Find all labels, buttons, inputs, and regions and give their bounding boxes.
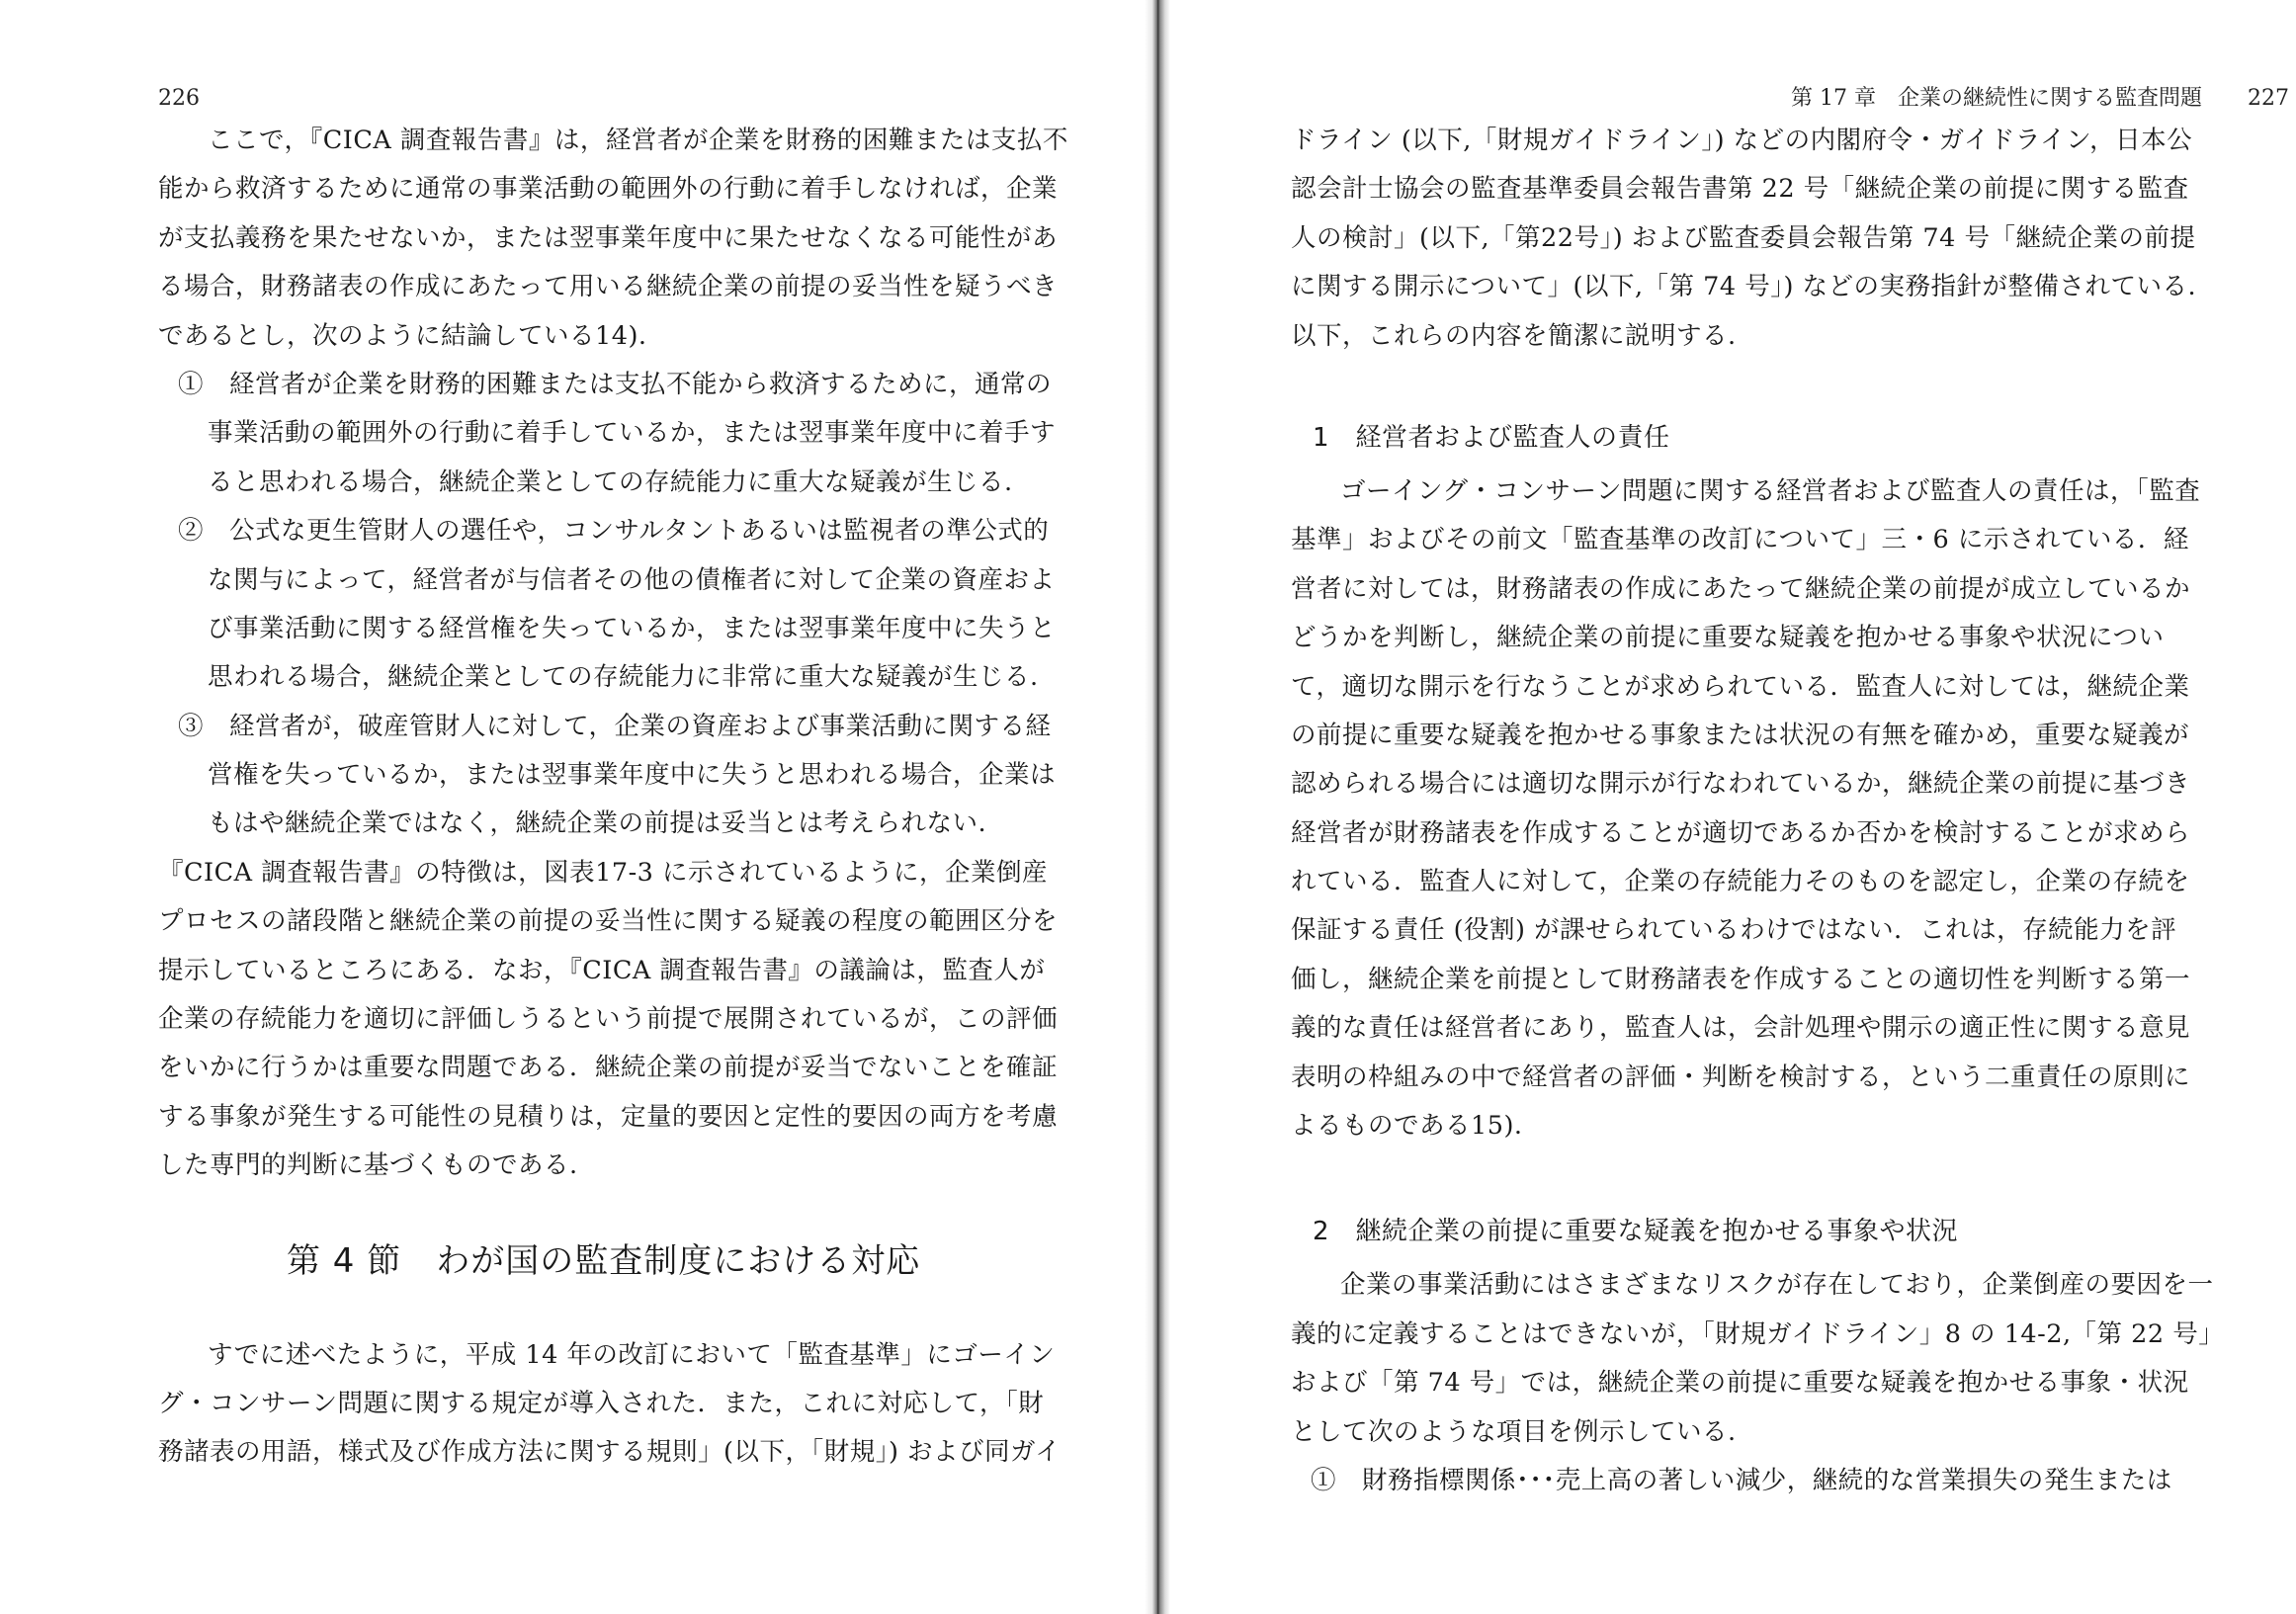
chapter-title: 第 17 章 企業の継続性に関する監査問題 [1791,86,2202,111]
text-line: した専門的判断に基づくものである. [158,1150,578,1181]
spacer [1291,1150,2289,1202]
list-item-line: 思われる場合，継続企業としての存続能力に非常に重大な疑義が生じる. [208,662,1039,693]
text-line: 義的な責任は経営者にあり，監査人は，会計処理や開示の適正性に関する意見 [1291,1013,2191,1044]
spacer [158,1191,1048,1213]
text-line: 認会計士協会の監査基準委員会報告書第 22 号「継続企業の前提に関する監査 [1291,174,2189,205]
text-line: 経営者が財務諸表を作成することが適切であるか否かを検討することが求めら [1291,817,2191,848]
text-line: 提示しているところにある．なお，『CICA 調査報告書』の議論は，監査人が [158,955,1046,985]
text-line: れている．監査人に対して，企業の存続能力そのものを認定し，企業の存続を [1291,867,2190,897]
text-line: に関する開示について」(以下,「第 74 号」) などの実務指針が整備されている. [1291,272,2197,302]
left-text-block [158,117,1068,1478]
text-line: 営者に対しては，財務諸表の作成にあたって継続企業の前提が成立しているか [1291,573,2191,604]
right-running-head [1291,81,2289,117]
list-item-line: び事業活動に関する経営権を失っているか，または翌事業年度中に失うと [208,613,1057,643]
right-text-block [1291,117,2289,1505]
list-item [158,703,1057,849]
section-title: 第 4 節 わが国の監査制度における対応 [287,1240,921,1281]
list-item-line: 事業活動の範囲外の行動に着手しているか，または翌事業年度中に着手す [208,418,1057,449]
spacer [158,1310,1048,1331]
text-line: 保証する責任 (役割) が課せられているわけではない．これは，存続能力を評 [1291,915,2177,946]
text-line: 基準」およびその前文「監査基準の改訂について」三・6 に示されている．経 [1291,525,2189,555]
text-line: グ・コンサーン問題に関する規定が導入された．また，これに対応して，「財 [158,1388,1045,1418]
text-line: プロセスの諸段階と継続企業の前提の妥当性に関する疑義の程度の範囲区分を [158,906,1059,937]
text-line: 務諸表の用語，様式及び作成方法に関する規則」(以下，「財規」) および同ガイ [158,1437,1062,1468]
list-item-first-line: ① 財務指標関係･･･売上高の著しい減少，継続的な営業損失の発生または [1311,1465,2172,1495]
numbered-list [158,361,1057,849]
text-line: 表明の枠組みの中で経営者の評価・判断を検討する，という二重責任の原則に [1291,1062,2191,1092]
text-line: が支払義務を果たせないか，または翌事業年度中に果たせなくなる可能性があ [158,222,1059,253]
text-line: すでに述べたように，平成 14 年の改訂において「監査基準」にゴーイン [208,1339,1056,1370]
text-line: 人の検討」(以下,「第22号」) および監査委員会報告第 74 号「継続企業の前提 [1291,222,2196,253]
list-item [158,361,1057,507]
text-line: する事象が発生する可能性の見積りは，定量的要因と定性的要因の両方を考慮 [158,1101,1059,1132]
text-line: の前提に重要な疑義を抱かせる事象または状況の有無を確かめ，重要な疑義が [1291,720,2189,750]
text-line: 以下，これらの内容を簡潔に説明する. [1291,320,1737,351]
text-line: および「第 74 号」では，継続企業の前提に重要な疑義を抱かせる事象・状況 [1291,1368,2189,1399]
list-item-line: な関与によって，経営者が与信者その他の債権者に対して企業の資産およ [208,564,1056,595]
text-line: 義的に定義することはできないが，「財規ガイドライン」8 の 14-2,「第 22 号」 [1291,1318,2225,1349]
text-line: て，適切な開示を行なうことが求められている．監査人に対しては，継続企業 [1291,671,2190,702]
list-item-first-line: ③ 経営者が，破産管財人に対して，企業の資産および事業活動に関する経 [178,711,1052,741]
text-line: どうかを判断し，継続企業の前提に重要な疑義を抱かせる事象や状況につい [1291,623,2165,653]
right-page [1166,0,2296,1614]
text-line: よるものである15). [1291,1111,1523,1142]
list-item-line: 営権を失っているか，または翌事業年度中に失うと思われる場合，企業は [208,760,1057,791]
left-page-number: 226 [158,86,200,111]
left-running-head [158,81,1147,117]
list-item-first-line: ② 公式な更生管財人の選任や，コンサルタントあるいは監視者の準公式的 [178,516,1050,547]
text-line: として次のような項目を例示している. [1291,1416,1737,1447]
spacer [1291,361,2289,408]
text-line: 能から救済するために通常の事業活動の範囲外の行動に着手しなければ，企業 [158,174,1059,205]
list-item [158,507,1057,703]
list-item-line: ると思われる場合，継続企業としての存続能力に重大な疑義が生じる. [208,467,1013,497]
text-line: ゴーイング・コンサーン問題に関する経営者および監査人の責任は，「監査 [1340,475,2201,506]
left-page [0,0,1147,1614]
subsection-heading: 1 経営者および監査人の責任 [1313,422,1670,453]
text-line: 『CICA 調査報告書』の特徴は，図表17-3 に示されているように，企業倒産 [158,857,1049,888]
text-line: であるとし，次のように結論している14). [158,320,647,351]
text-line: ここで，『CICA 調査報告書』は，経営者が企業を財務的困難または支払不 [208,126,1068,155]
text-line: る場合，財務諸表の作成にあたって用いる継続企業の前提の妥当性を疑うべき [158,272,1059,302]
list-item-first-line: ① 経営者が企業を財務的困難または支払不能から救済するために，通常の [178,369,1053,399]
text-line: 認められる場合には適切な開示が行なわれているか，継続企業の前提に基づき [1291,769,2191,800]
text-line: 企業の存続能力を適切に評価しうるという前提で展開されているが，この評価 [158,1004,1059,1035]
right-page-number: 227 [2248,86,2289,111]
text-line: をいかに行うかは重要な問題である．継続企業の前提が妥当でないことを確証 [158,1053,1059,1083]
text-line: 価し，継続企業を前提として財務諸表を作成することの適切性を判断する第一 [1291,964,2191,994]
list-item-line: もはや継続企業ではなく，継続企業の前提は妥当とは考えられない. [208,808,987,839]
subsection-heading: 2 継続企業の前提に重要な疑義を抱かせる事象や状況 [1313,1217,1959,1247]
text-line: ドライン (以下,「財規ガイドライン」) などの内閣府令・ガイドライン，日本公 [1291,126,2193,155]
text-line: 企業の事業活動にはさまざまなリスクが存在しており，企業倒産の要因を一 [1340,1270,2214,1301]
